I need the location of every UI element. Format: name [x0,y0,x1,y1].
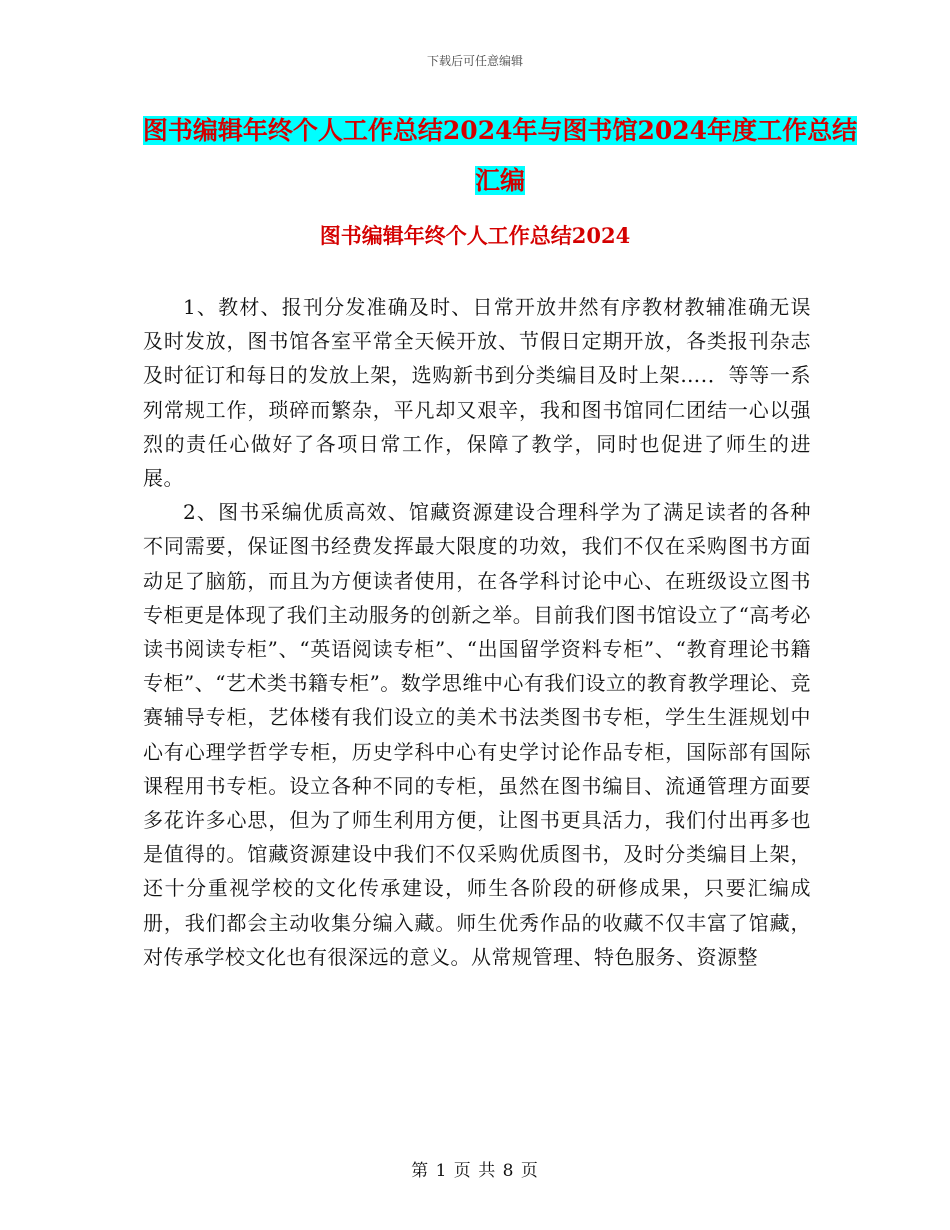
page-number: 第 1 页 共 8 页 [411,1161,539,1181]
paragraph-2: 2、图书采编优质高效、馆藏资源建设合理科学为了满足读者的各种不同需要，保证图书经费发挥最大限度的功效，我们不仅在采购图书方面动足了脑筋，而且为方便读者使用，在各学科讨论中心、在班级设立图书专柜更是体现了我们主动服务的创新之举。目前我们图书馆设立了“高考必读书阅读专柜”、“英语阅读专柜”、“出国留学资料专柜”、“教育理论书籍专柜”、“艺术类书籍专柜”。数学思维中心有我们设立的教育教学理论、竞赛辅导专柜，艺体楼有我们设立的美术书法类图书专柜，学生生涯规划中心有心理学哲学专柜，历史学科中心有史学讨论作品专柜，国际部有国际课程用书专柜。设立各种不同的专柜，虽然在图书编目、流通管理方面要多花许多心思，但为了师生利用方便，让图书更具活力，我们付出再多也是值得的。馆藏资源建设中我们不仅采购优质图书，及时分类编目上架，还十分重视学校的文化传承建设，师生各阶段的研修成果，只要汇编成册，我们都会主动收集分编入藏。师生优秀作品的收藏不仅丰富了馆藏，对传承学校文化也有很深远的意义。从常规管理、特色服务、资源整 [143,500,811,969]
document-body [143,290,811,974]
paragraph-1: 1、教材、报刊分发准确及时、日常开放井然有序教材教辅准确无误及时发放，图书馆各室平常全天候开放、节假日定期开放，各类报刊杂志及时征订和每日的发放上架，选购新书到分类编目及时上架….．等等一系列常规工作，琐碎而繁杂，平凡却又艰辛，我和图书馆同仁团结一心以强烈的责任心做好了各项日常工作，保障了教学，同时也促进了师生的进展。 [143,295,811,491]
document-title-highlight: 图书编辑年终个人工作总结2024年与图书馆2024年度工作总结汇编 [142,116,858,195]
header-note: 下载后可任意编辑 [426,54,523,68]
section-title: 图书编辑年终个人工作总结2024 [319,223,631,248]
document-title [140,106,860,206]
